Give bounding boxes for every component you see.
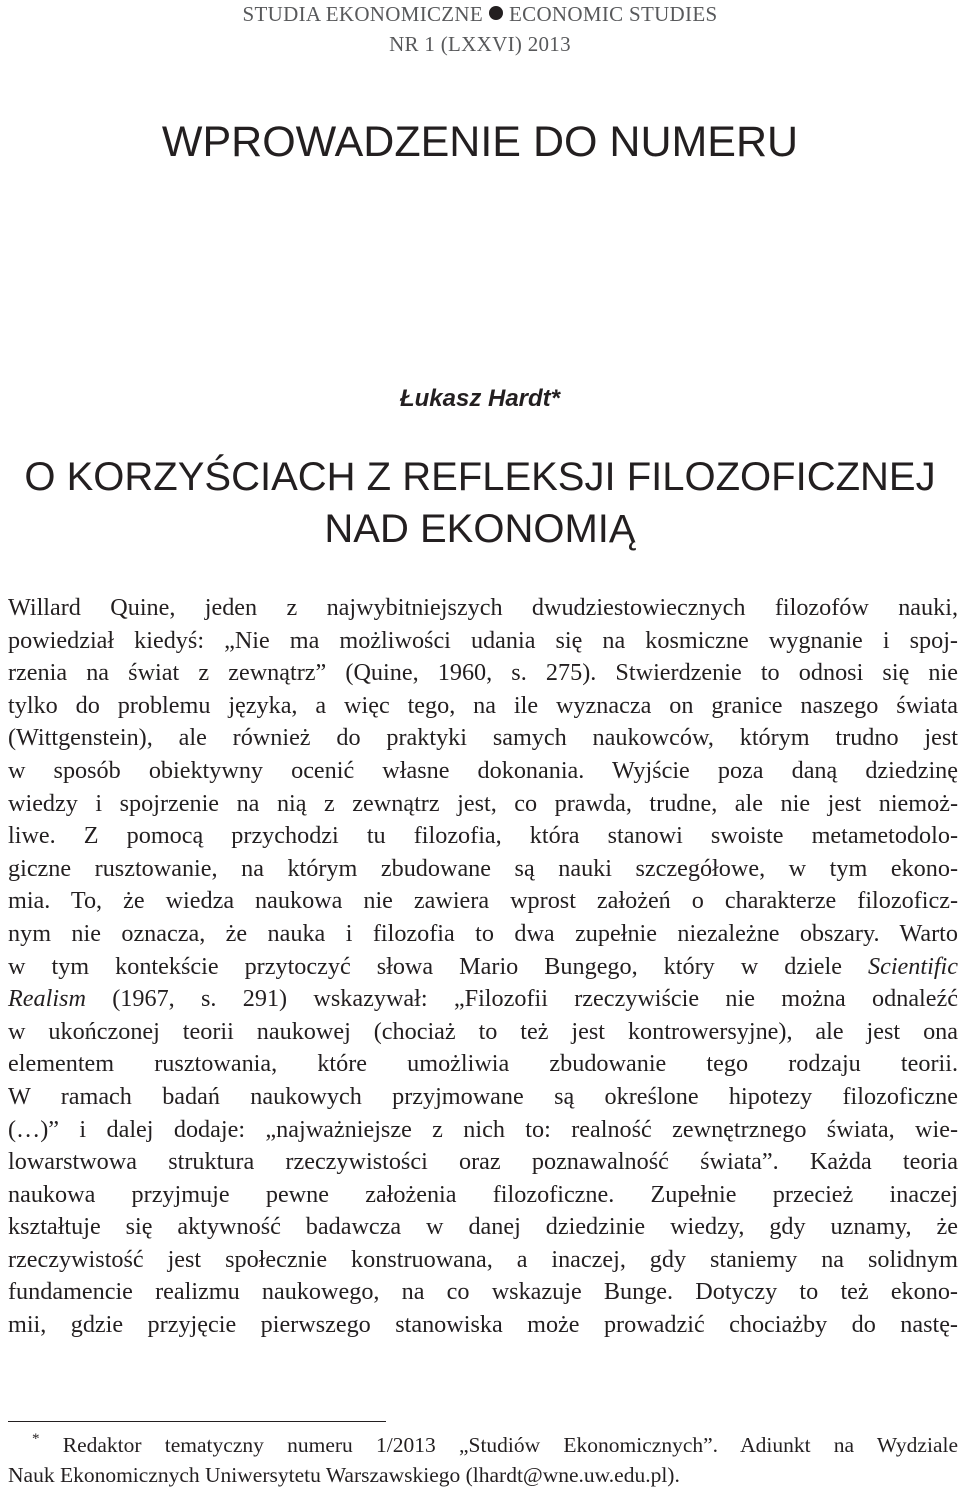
footnote (8, 1420, 958, 1490)
body-line: Willard Quine, jeden z najwybitniejszych dwudziestowiecznych filozofów nauki, (8, 594, 958, 621)
journal-name-pl: STUDIA EKONOMICZNE (242, 2, 484, 26)
footnote-line: Nauk Ekonomicznych Uniwersytetu Warszawskiego (lhardt@wne.uw.edu.pl). (8, 1463, 680, 1487)
body-line: wiedzy i spojrzenie na nią z zewnątrz jest, co prawda, trudne, ale nie jest niemoż- (8, 789, 958, 817)
journal-header (0, 2, 960, 27)
body-line: mii, gdzie przyjęcie pierwszego stanowiska może prowadzić chociażby do nastę- (8, 1311, 958, 1339)
issue-number: NR 1 (LXXVI) 2013 (389, 32, 571, 56)
body-line: liwe. Z pomocą przychodzi tu filozofia, która stanowi swoiste metametodolo- (8, 822, 958, 850)
body-line: rzeczywistość jest społecznie konstruowana, a inaczej, gdy staniemy na solidnym (8, 1245, 958, 1273)
body-line: w ukończonej teorii naukowej (chociaż to też jest kontrowersyjne), ale jest ona (8, 1017, 958, 1045)
footnote-text: Redaktor tematyczny numeru 1/2013 „Studiów Ekonomicznych”. Adiunkt na Wydziale (62, 1433, 958, 1457)
body-line: fundamencie realizmu naukowego, na co wskazuje Bunge. Dotyczy to też ekono- (8, 1278, 958, 1306)
article-author: Łukasz Hardt* (399, 385, 561, 412)
body-line: (…)” i dalej dodaje: „najważniejsze z nich to: realność zewnętrznego świata, wie- (8, 1115, 958, 1143)
body-line: rzenia na świat z zewnątrz” (Quine, 1960, s. 275). Stwierdzenie to odnosi się nie (8, 659, 958, 687)
body-line: mia. To, że wiedza naukowa nie zawiera wprost założeń o charakterze filozoficz- (8, 887, 958, 915)
body-line: naukowa przyjmuje pewne założenia filozoficzne. Zupełnie przecież inaczej (8, 1180, 958, 1208)
article-body (8, 592, 958, 1342)
body-line: kształtuje się aktywność badawcza w danej dziedzinie wiedzy, gdy uznamy, że (8, 1213, 958, 1241)
body-line: (Wittgenstein), ale również do praktyki samych naukowców, którym trudno jest (8, 724, 958, 752)
body-line: lowarstwowa struktura rzeczywistości oraz poznawalność świata”. Każda teoria (8, 1148, 958, 1176)
body-line: tylko do problemu języka, a więc tego, na ile wyznacza on granice naszego świata (8, 691, 958, 719)
journal-name-en: ECONOMIC STUDIES (509, 2, 718, 26)
bullet-separator-icon (489, 6, 503, 20)
body-line: w sposób obiektywny ocenić własne dokonania. Wyjście poza daną dziedzinę (8, 756, 958, 784)
section-title: WPROWADZENIE DO NUMERU (161, 118, 799, 166)
footnote-line (8, 1430, 958, 1460)
footnote-marker: * (32, 1431, 40, 1447)
body-line: powiedział kiedyś: „Nie ma możliwości udania się na kosmiczne wygnanie i spoj- (8, 626, 958, 654)
body-line: W ramach badań naukowych przyjmowane są określone hipotezy filozoficzne (8, 1082, 958, 1110)
body-line: giczne rusztowanie, na którym zbudowane są nauki szczegółowe, w tym ekono- (8, 854, 958, 882)
body-line: nym nie oznacza, że nauka i filozofia to dwa zupełnie niezależne obszary. Warto (8, 919, 958, 947)
article-title-line: O KORZYŚCIACH Z REFLEKSJI FILOZOFICZNEJ (24, 455, 936, 499)
article-title-line: NAD EKONOMIĄ (324, 507, 636, 551)
body-line: Realism (1967, s. 291) wskazywał: „Filozofii rzeczywiście nie można odnaleźć (8, 985, 958, 1013)
body-line: w tym kontekście przytoczyć słowa Mario Bungego, który w dziele Scientific (8, 952, 958, 980)
body-line: elementem rusztowania, które umożliwia zbudowanie tego rodzaju teorii. (8, 1050, 958, 1078)
